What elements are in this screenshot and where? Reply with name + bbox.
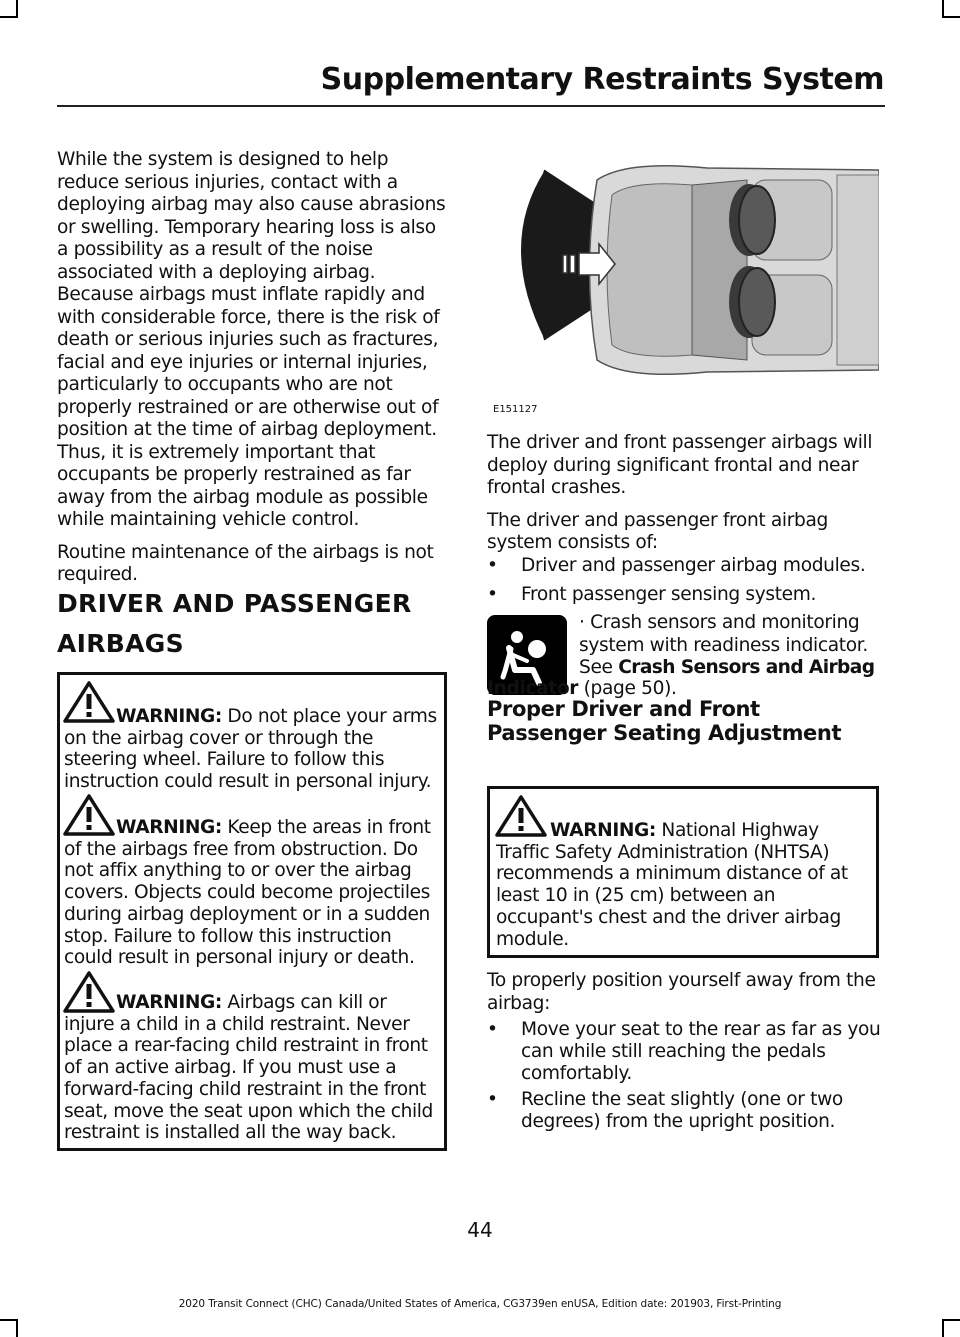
list-item-text: Recline the seat slightly (one or two degrees) from the upright position. <box>521 1089 843 1132</box>
maintenance-paragraph: Routine maintenance of the airbags is not required. <box>57 541 434 585</box>
position-paragraph: To properly position yourself away from the airbag: <box>487 970 876 1014</box>
bullet-dot: • <box>487 584 498 605</box>
list-item-text: Driver and passenger airbag modules. <box>521 555 866 576</box>
warning-text: Airbags can kill or injure a child in a child restraint. Never place a rear-facing child restraint in front of an active airbag. If you must use a forward-facing child restraint in the front seat, move the seat upon which the child restraint is installed all the way back. <box>64 992 433 1144</box>
warning-label: WARNING: <box>550 820 656 841</box>
right-column-intro <box>487 432 879 555</box>
warning-text: National Highway Traffic Safety Administration (NHTSA) recommends a minimum distance of at least 10 in (25 cm) between an occupant's chest and the driver airbag module. <box>496 820 848 950</box>
figure-id: E151127 <box>493 404 538 415</box>
section-heading <box>57 584 447 664</box>
warning-text: Do not place your arms on the airbag cover or through the steering wheel. Failure to follow this instruction could result in personal injury. <box>64 706 437 793</box>
icon-description <box>579 612 879 680</box>
warning-label: WARNING: <box>116 992 222 1013</box>
list-item-text: Move your seat to the rear as far as you can while still reaching the pedals comfortably. <box>521 1019 881 1084</box>
warning-label: WARNING: <box>116 706 222 727</box>
heading-line-2: AIRBAGS <box>57 629 184 658</box>
airbag-deployment-figure <box>487 140 879 420</box>
warning-2 <box>64 817 438 969</box>
footer-text: 2020 Transit Connect (CHC) Canada/United States of America, CG3739en enUSA, Edition date: 201903, First-Printing <box>178 1298 782 1310</box>
page-ref: (page 50). <box>578 678 677 699</box>
left-column <box>57 149 447 587</box>
intro-paragraph: While the system is designed to help reduce serious injuries, contact with a deploying airbag may also cause abrasions or swelling. Temporary hearing loss is also a possibility as a result of the noise associated with a deploying airbag. Because airbags must inflate rapidly and with considerable force, there is the risk of death or serious injuries such as fractures, facial and eye injuries or internal injuries, particularly to occupants who are not properly restrained or are otherwise out of position at the time of airbag deployment. Thus, it is extremely important that occupants be properly restrained as far away from the airbag module as possible while maintaining vehicle control. <box>57 149 446 530</box>
crop-mark <box>0 16 18 18</box>
system-paragraph: The driver and passenger front airbag system consists of: <box>487 509 828 553</box>
list-item-text: Front passenger sensing system. <box>521 584 817 605</box>
warning-nhtsa <box>496 820 870 950</box>
crop-mark <box>942 1319 960 1321</box>
header-rule <box>57 105 885 107</box>
warning-1 <box>64 706 438 793</box>
crop-mark <box>942 16 960 18</box>
crop-mark <box>0 1319 18 1321</box>
icon-desc-text: · Crash sensors and monitoring system with readiness indicator. See <box>579 612 868 678</box>
warning-label: WARNING: <box>116 817 222 838</box>
deploy-paragraph: The driver and front passenger airbags will deploy during significant frontal and near frontal crashes. <box>487 432 873 498</box>
seating-heading: Proper Driver and Front Passenger Seating Adjustment <box>487 697 842 745</box>
bullet-dot: • <box>487 1019 498 1040</box>
bullet-dot: • <box>487 1089 498 1110</box>
indicator-link[interactable]: Indicator <box>487 678 579 699</box>
heading-line-1: DRIVER AND PASSENGER <box>57 589 412 618</box>
warning-text: Keep the areas in front of the airbags free from obstruction. Do not affix anything to or over the airbag covers. Objects could become projectiles during airbag deployment or in a sudden stop. Failure to follow this instruction could result in personal injury or death. <box>64 817 431 969</box>
crop-mark <box>16 1319 18 1337</box>
crop-mark <box>942 1319 944 1337</box>
page-title: Supplementary Restraints System <box>320 62 884 97</box>
page-number: 44 <box>467 1218 493 1242</box>
crash-sensors-link[interactable]: Crash Sensors and Airbag <box>618 657 875 678</box>
warning-3 <box>64 992 438 1144</box>
bullet-dot: • <box>487 555 498 576</box>
